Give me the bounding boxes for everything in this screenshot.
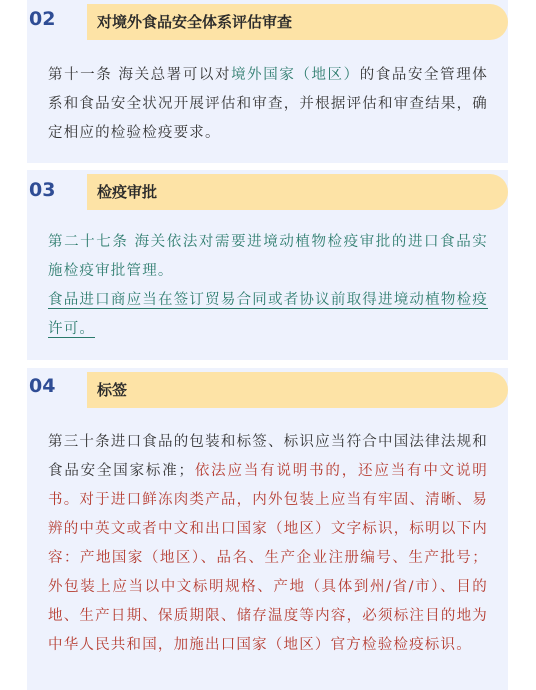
paragraph-text [48, 286, 488, 344]
paragraph-text: 第二十七条 海关依法对需要进境动植物检疫审批的进口食品实施检疫审批管理。 [48, 234, 488, 279]
section-paragraph [48, 61, 488, 148]
section-card-02 [27, 0, 508, 163]
section-title-pill [87, 174, 508, 210]
section-title: 检疫审批 [97, 183, 158, 201]
paragraph-text: 第十一条 海关总署可以对 [48, 67, 232, 83]
section-paragraph [48, 428, 488, 660]
section-paragraph [48, 228, 488, 344]
section-title: 标签 [97, 381, 128, 399]
highlight-text: 依法应当有说明书的，还应当有中文说明书。对于进口鲜冻肉类产品，内外包装上应当有牢固、清晰、易辨的中英文或者中文和出口国家（地区）文字标识，标明以下内容：产地国家（地区）、品名、生产企业注册编号、生产批号；外包装上应当以中文标明规格、产地（具体到州/省/市）、目的地、生产日期、保质期限、储存温度等内容，必须标注目的地为中华人民共和国，加施出口国家（地区）官方检验检疫标识。 [48, 463, 488, 653]
section-card-03 [27, 170, 508, 360]
underlined-text: 食品进口商应当在签订贸易合同或者协议前取得进境动植物检疫许可。 [48, 292, 488, 337]
section-number: 03 [29, 179, 56, 201]
paragraph-text: 的食品安全管理体系和食品安全状况开展评估和审查，并根据评估和审查结果，确定相应的检验检疫要求。 [48, 67, 488, 141]
paragraph-text: 第三十条进口食品的包装和标签、标识应当符合中国法律法规和食品安全国家标准； [48, 434, 488, 479]
highlight-text: 境外国家（地区） [231, 67, 360, 83]
section-title: 对境外食品安全体系评估审查 [97, 13, 293, 31]
section-title-pill [87, 4, 508, 40]
section-card-04 [27, 368, 508, 690]
section-number: 02 [29, 8, 56, 30]
section-number: 04 [29, 375, 56, 397]
section-title-pill [87, 372, 508, 408]
